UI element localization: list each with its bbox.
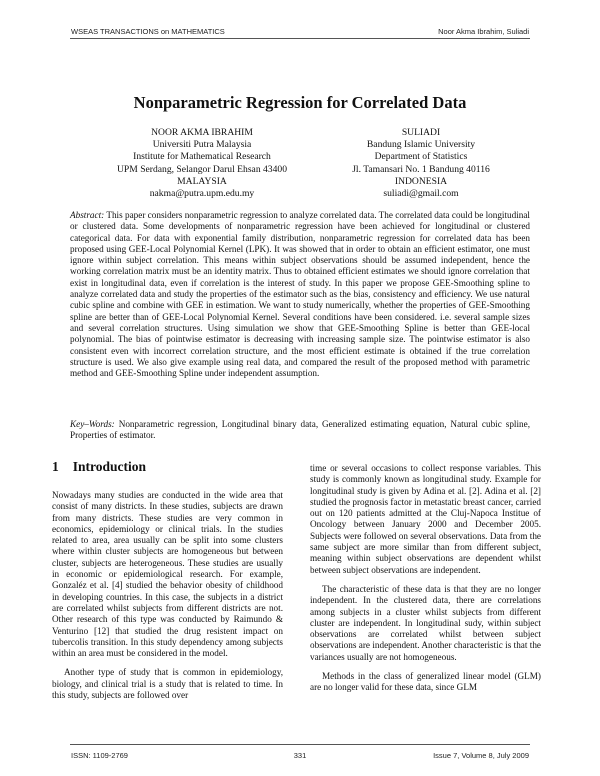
abstract-text: This paper considers nonparametric regression to analyze correlated data. The correlated data could be longitudinal or clustered data. Some developments of nonparametric regression have been achieved for longitudinal or clustered categorical data. For data with exponential family distribution, nonparametric regression for correlated data has been proposed using GEE-Local Polynomial Kernel (LPK). It was showed that in order to obtain an efficient estimator, one must ignore within subject correlation. This means within subject observations should be assumed independent, hence the working correlation matrix must be an identity matrix. Thus to obtained efficient estimates we should ignore correlation that exist in longitudinal data, even if correlation is the interest of study. In this paper we propose GEE-Smoothing spline to analyze correlated data and study the properties of the estimator such as the bias, consistency and efficiency. We use natural cubic spline and combine with GEE in estimation. We want to study numerically, whether the properties of GEE-Smoothing spline are better than of GEE-Local Polynomial Kernel. Several conditions have been considered. i.e. several sample sizes and several correlation structures. Using simulation we show that GEE-Smoothing Spline is better than GEE-local polynomial. The bias of pointwise estimator is decreasing with increasing sample size. The pointwise estimator is also consistent even with incorrect correlation structure, and the most efficient estimate is obtained if the true correlation structure is used. We also give example using real data, and compared the result of the proposed method with parametric method and GEE-Smoothing Spline under independent assumption. [70, 210, 530, 379]
author-address: UPM Serdang, Selangor Darul Ehsan 43400 [117, 163, 287, 175]
footer-issn: ISSN: 1109-2769 [71, 751, 128, 760]
running-header-journal: WSEAS TRANSACTIONS on MATHEMATICS [71, 27, 225, 36]
right-column [310, 463, 541, 694]
paragraph: Another type of study that is common in epidemiology, biology, and clinical trial is a study that is related to time. In this study, subjects are followed over [52, 667, 283, 701]
abstract-label: Abstract: [70, 210, 105, 220]
paragraph: Nowadays many studies are conducted in the wide area that consist of many districts. In these studies, subjects are drawn from many districts. These studies are very common in economics, epidemiology or clinical trials. In the studies related to area, area usually can be split into some clusters where within cluster subjects are homogeneous but between cluster, subjects are heterogeneous. These studies are usually in economic or epidemiological research. For example, Gonzaléz et al. [4] studied the behavior obesity of childhood in developing countries. In this case, the subjects in a district are correlated whilst subjects from different districts are not. Other research of this type was conducted by Raimundo & Venturino [12] that studied the drug resistent impact on tubercolis transition. In this study dependency among subjects within an area must be considered in the model. [52, 490, 283, 659]
author-country: MALAYSIA [177, 175, 227, 187]
keywords-text: Nonparametric regression, Longitudinal binary data, Generalized estimating equation, Natural cubic spline, Properties of estimator. [70, 419, 530, 441]
author-affiliation: Universiti Putra Malaysia [152, 139, 252, 151]
author-email: suliadi@gmail.com [383, 188, 459, 200]
paragraph: Methods in the class of generalized linear model (GLM) are no longer valid for these data, since GLM [310, 671, 541, 693]
abstract [70, 210, 530, 379]
author-institute: Institute for Mathematical Research [133, 151, 271, 163]
left-column [52, 490, 283, 701]
author-block-2 [301, 127, 541, 200]
paragraph: The characteristic of these data is that they are no longer independent. In the clustered data, there are correlations among subjects in a cluster whilst subjects from different cluster are independent. In longitudinal sudy, within subject observations are correlated whilst between subject observations are independent. Another characteristic is that the variances usually are not homogeneous. [310, 583, 541, 662]
author-name: NOOR AKMA IBRAHIM [151, 127, 253, 138]
page-number: 331 [293, 751, 307, 760]
section-heading [52, 459, 146, 475]
running-header-authors: Noor Akma Ibrahim, Suliadi [438, 27, 529, 36]
author-affiliation: Bandung Islamic University [366, 139, 476, 151]
section-title: Introduction [72, 459, 147, 474]
footer-issue: Issue 7, Volume 8, July 2009 [433, 751, 529, 760]
author-institute: Department of Statistics [374, 151, 468, 163]
paper-title: Nonparametric Regression for Correlated Data [133, 93, 467, 112]
author-country: INDONESIA [394, 175, 448, 187]
author-name: SULIADI [401, 127, 441, 138]
keywords [70, 419, 530, 442]
section-number: 1 [52, 459, 59, 474]
keywords-label: Key–Words: [70, 419, 115, 429]
paragraph: time or several occasions to collect response variables. This study is commonly known as longitudinal study. Example for longitudinal study is given by Adina et al. [2]. Adina et al. [2] studied the prognosis factor in metastatic breast cancer, carried out on 120 patients admitted at the Cluj-Napoca Institue of Oncology between January 2000 and December 2005. Subjects were followed on several observations. Data from the same subject are more similar than from different subject, meaning within subject observations are dependent whilst between subject observations are independent. [310, 463, 542, 575]
author-block-1 [82, 127, 322, 200]
author-address: Jl. Tamansari No. 1 Bandung 40116 [352, 163, 490, 175]
header-rule [70, 38, 530, 39]
footer-rule [70, 744, 530, 745]
author-email: nakma@putra.upm.edu.my [149, 188, 255, 200]
